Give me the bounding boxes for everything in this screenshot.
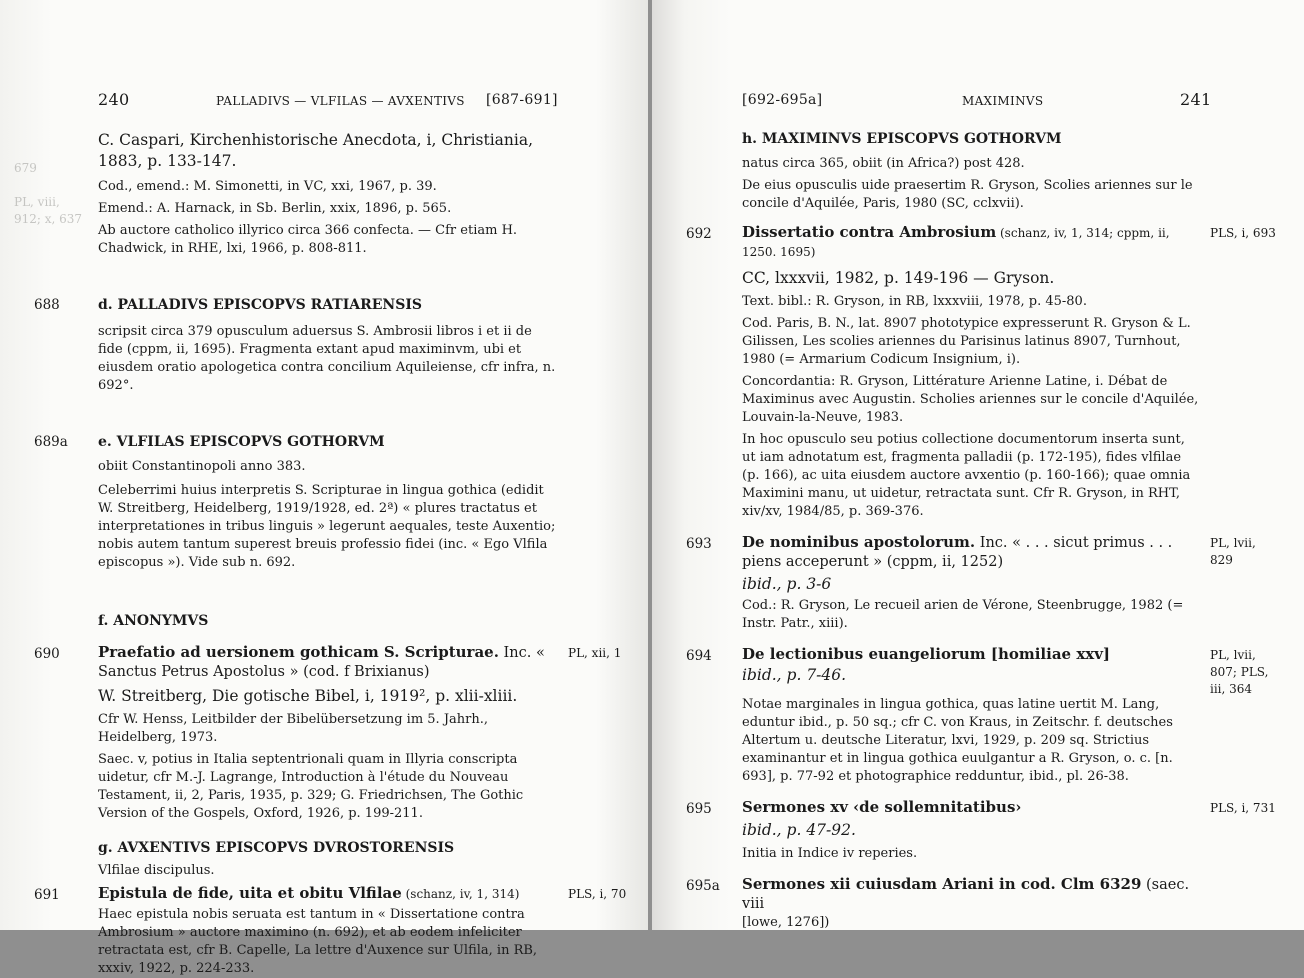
entry-title: De nominibus apostolorum.	[742, 533, 976, 551]
entry-title: Epistula de fide, uita et obitu Vlfilae	[98, 884, 402, 902]
entry-title: Sermones xv ‹de sollemnitatibus›	[742, 798, 1022, 816]
entry-694	[686, 645, 1269, 786]
entry-range: [687-691]	[486, 92, 558, 108]
entry-text: Vlfilae discipulus.	[98, 863, 215, 878]
section-heading: d. PALLADIVS EPISCOPVS RATIARENSIS	[98, 297, 422, 313]
running-title: MAXIMINVS	[962, 94, 1044, 108]
section-heading: e. VLFILAS EPISCOPVS GOTHORVM	[98, 434, 385, 450]
entry-title-continuation: [lowe, 1276])	[742, 915, 830, 930]
running-title: PALLADIVS — VLFILAS — AVXENTIVS	[216, 94, 465, 108]
entry-note: In hoc opusculo seu potius collectione documentorum inserta sunt, ut iam adnotatum est, fragmenta palladii (p. 172-195), fides vlfilae (p. 166), ac uita eiusdem auctore avxentio (p. 160-166); quae omnia Maximini manu, ut uidetur, retractata sunt. Cfr R. Gryson, in RHT, xiv/xv, 1984/85, p. 369-376.	[742, 432, 1191, 519]
intro-edition: C. Caspari, Kirchenhistorische Anecdota, i, Christiania, 1883, p. 133-147.	[98, 131, 534, 170]
entry-695	[686, 798, 1276, 863]
entry-number: 691	[34, 887, 60, 903]
entry-title-rest: (schanz, iv, 1, 314)	[401, 887, 520, 901]
entry-title-rest: Inc. « Sanctus Petrus Apostolus » (cod. f Brixianus)	[98, 645, 545, 680]
sidebar-ref: PL, lvii, 807; PLS, iii, 364	[1210, 648, 1269, 696]
entry-edition: CC, lxxxvii, 1982, p. 149-196 — Gryson.	[742, 269, 1055, 287]
entry-title: Sermones xii cuiusdam Ariani in cod. Clm 6329	[742, 875, 1142, 893]
entry-note: Saec. v, potius in Italia septentrionali quam in Illyria conscripta uidetur, cfr M.-J. Lagrange, Introduction à l'étude du Nouveau Testament, ii, 2, Paris, 1935, p. 329; G. Friedrichsen, The Gothic Version of the Gospels, Oxford, 1926, p. 199-211.	[98, 752, 524, 821]
left-page	[0, 0, 648, 976]
sidebar-ref: PLS, i, 70	[568, 887, 627, 901]
entry-edition: W. Streitberg, Die gotische Bibel, i, 1919², p. xlii-xliii.	[98, 687, 518, 705]
right-page	[652, 0, 1304, 930]
entry-title-rest: (schanz, iv, 1, 314; cppm, ii, 1250. 1695)	[742, 226, 1170, 259]
sidebar-ref: PL, lvii, 829	[1210, 536, 1256, 567]
bleed-through-margin: 679 PL, viii, 912; x, 637	[14, 161, 83, 226]
entry-number: 688	[34, 297, 60, 313]
section-heading: g. AVXENTIVS EPISCOPVS DVROSTORENSIS	[98, 840, 455, 856]
entry-693	[686, 533, 1256, 633]
entry-g	[98, 839, 560, 880]
entry-text: natus circa 365, obiit (in Africa?) post 428.	[742, 156, 1025, 171]
entry-title-rest: Inc. « . . . sicut primus . . . piens acceperunt » (cppm, ii, 1252)	[742, 535, 1173, 570]
entry-cod: Cod. Paris, B. N., lat. 8907 phototypice expresserunt R. Gryson & L. Gilissen, Les scolies ariennes du Parisinus latinus 8907, Turnhout, 1980 (= Armarium Codicum Insignium, i).	[742, 316, 1191, 367]
entry-title: De lectionibus euangeliorum [homiliae xxv]	[742, 645, 1111, 663]
entry-number: 694	[686, 648, 712, 664]
page-number: 241	[1180, 90, 1212, 109]
entry-text: Celeberrimi huius interpretis S. Scripturae in lingua gothica (edidit W. Streitberg, Heidelberg, 1919/1928, ed. 2ª) « plures tractatus et interpretationes in tribus linguis » legerunt aequales, teste Auxentio; nobis autem tantum superest breuis professio fidei (inc. « Ego Vlfila episcopus »). Vide sub n. 692.	[98, 483, 556, 570]
sidebar-ref: PLS, i, 731	[1210, 801, 1276, 815]
entry-692	[686, 223, 1276, 521]
section-heading-anonymus: f. ANONYMVS	[98, 613, 209, 629]
entry-number: 689a	[34, 434, 68, 450]
sidebar-ref: PL, xii, 1	[568, 646, 622, 660]
entry-688	[34, 296, 560, 395]
entry-edition: ibid., p. 7-46.	[742, 666, 847, 684]
entry-h	[742, 130, 1202, 213]
entry-edition: ibid., p. 47-92.	[742, 821, 856, 839]
entry-number: 692	[686, 226, 712, 242]
entry-range: [692-695a]	[742, 92, 823, 108]
entry-text: scripsit circa 379 opusculum aduersus S. Ambrosii libros i et ii de fide (cppm, ii, 1695). Fragmenta extant apud maximinvm, ubi et eiusdem oratio apologetica contra concilium Aquileiense, cfr infra, n. 692°.	[98, 324, 556, 393]
entry-bibl: Text. bibl.: R. Gryson, in RB, lxxxviii, 1978, p. 45-80.	[742, 294, 1087, 309]
entry-689a	[34, 433, 560, 572]
entry-title-rest: (saec. viii	[742, 877, 1190, 912]
entry-695a	[686, 875, 1202, 932]
entry-number: 693	[686, 536, 712, 552]
entry-note: Initia in Indice iv reperies.	[742, 846, 918, 861]
entry-title: Dissertatio contra Ambrosium	[742, 223, 997, 241]
entry-title: Praefatio ad uersionem gothicam S. Scripturae.	[98, 643, 499, 661]
intro-note: Ab auctore catholico illyrico circa 366 confecta. — Cfr etiam H. Chadwick, in RHE, lxi, 1966, p. 808-811.	[98, 223, 518, 256]
page-number: 240	[98, 90, 130, 109]
sidebar-ref: PLS, i, 693	[1210, 226, 1276, 240]
entry-note: Notae marginales in lingua gothica, quas latine uertit M. Lang, eduntur ibid., p. 50 sq.; cfr C. von Kraus, in Zeitschr. f. deutsches Altertum u. deutsche Literatur, lxvi, 1929, p. 209 sq. Strictius examinantur et in lingua gothica euulgantur a R. Gryson, o. c. [n. 693], p. 77-92 et photographice redduntur, ibid., pl. 26-38.	[742, 697, 1173, 784]
right-column	[686, 130, 1276, 932]
section-heading: h. MAXIMINVS EPISCOPVS GOTHORVM	[742, 131, 1062, 147]
entry-cfr: Cfr W. Henss, Leitbilder der Bibelübersetzung im 5. Jahrh., Heidelberg, 1973.	[98, 712, 488, 745]
entry-number: 690	[34, 646, 60, 662]
intro-cod: Cod., emend.: M. Simonetti, in VC, xxi, 1967, p. 39.	[98, 179, 437, 194]
entry-691	[34, 884, 627, 978]
entry-number: 695	[686, 801, 712, 817]
intro-emend: Emend.: A. Harnack, in Sb. Berlin, xxix, 1896, p. 565.	[98, 201, 452, 216]
entry-note: Haec epistula nobis seruata est tantum in « Dissertatione contra Ambrosium » auctore maximino (n. 692), et ab eodem infeliciter retractata est, cfr B. Capelle, La lettre d'Auxence sur Ulfila, in RB, xxxiv, 1922, p. 224-233.	[98, 907, 538, 976]
entry-cod: Cod.: R. Gryson, Le recueil arien de Vérone, Steenbrugge, 1982 (= Instr. Patr., xiii).	[742, 598, 1184, 631]
entry-text: De eius opusculis uide praesertim R. Gryson, Scolies ariennes sur le concile d'Aquilée, Paris, 1980 (SC, cclxvii).	[742, 178, 1193, 211]
entry-text: obiit Constantinopoli anno 383.	[98, 459, 306, 474]
entry-edition: ibid., p. 3-6	[742, 575, 832, 593]
entry-number: 695a	[686, 878, 720, 894]
entry-concordantia: Concordantia: R. Gryson, Littérature Arienne Latine, i. Débat de Maximinus avec Augustin. Scholies ariennes sur le concile d'Aquilée, Louvain-la-Neuve, 1983.	[742, 374, 1199, 425]
entry-690	[34, 643, 622, 823]
